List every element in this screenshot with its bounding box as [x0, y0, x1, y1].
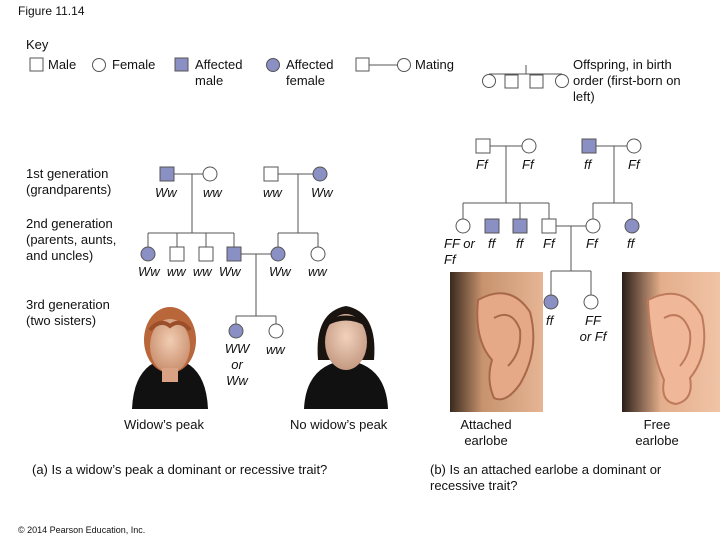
a-gen3-female-1 [229, 324, 243, 338]
a-gen2-male-1 [170, 247, 184, 261]
a-gen1-genotype-3: ww [263, 185, 282, 200]
a-gen1-male-2 [264, 167, 278, 181]
b-gen3-female-2 [584, 295, 598, 309]
no-widows-peak-photo [288, 304, 404, 409]
a-gen3-genotype-1: WW or Ww [224, 341, 250, 388]
key-offspring-1 [483, 75, 496, 88]
a-gen2-male-2 [199, 247, 213, 261]
b-gen2-genotype-5: Ff [586, 236, 598, 251]
key-mating-female [398, 59, 411, 72]
b-gen1-genotype-2: Ff [522, 157, 534, 172]
free-earlobe-photo [622, 272, 720, 412]
attached-earlobe-caption: Attached earlobe [460, 417, 512, 448]
a-gen3-genotype-2: ww [266, 342, 285, 357]
b-gen3-genotype-1: ff [546, 313, 554, 328]
a-gen2-female-2 [271, 247, 285, 261]
a-gen1-female-1 [203, 167, 217, 181]
a-gen3-female-2 [269, 324, 283, 338]
b-gen1-female-2 [627, 139, 641, 153]
b-gen2-male-3 [542, 219, 556, 233]
b-gen2-male-1 [485, 219, 499, 233]
b-gen3-genotype-2: FF or Ff [579, 313, 607, 344]
key-female-symbol [93, 59, 106, 72]
key-title: Key [26, 37, 49, 52]
attached-earlobe-photo [450, 272, 543, 412]
a-gen2-female-1 [141, 247, 155, 261]
b-gen2-genotype-1: FF or Ff [444, 236, 475, 267]
a-gen1-male-1 [160, 167, 174, 181]
panel-a-question: (a) Is a widow’s peak a dominant or recessive trait? [32, 462, 328, 477]
free-earlobe-caption: Free earlobe [635, 417, 679, 448]
figure-label: Figure 11.14 [18, 4, 85, 18]
b-gen2-male-2 [513, 219, 527, 233]
a-gen2-male-3 [227, 247, 241, 261]
key-male-label: Male [48, 57, 77, 72]
b-gen2-genotype-2: ff [488, 236, 496, 251]
key-male-symbol [30, 58, 43, 71]
b-gen2-female-2 [586, 219, 600, 233]
gen1-label: 1st generation (grandparents) [26, 166, 112, 197]
b-gen1-genotype-4: Ff [628, 157, 640, 172]
a-gen1-genotype-4: Ww [311, 185, 333, 200]
b-gen1-male-1 [476, 139, 490, 153]
a-gen2-genotypes-left: Ww ww ww Ww [138, 264, 241, 279]
key-offspring-3 [530, 75, 543, 88]
a-gen1-female-2 [313, 167, 327, 181]
panel-b-question: (b) Is an attached earlobe a dominant or recessive trait? [430, 462, 662, 493]
b-gen3-female-1 [544, 295, 558, 309]
a-gen2-genotype-right-1: Ww [269, 264, 291, 279]
b-gen2-genotype-3: ff [516, 236, 524, 251]
gen2-label: 2nd generation (parents, aunts, and uncles) [26, 216, 117, 263]
key-affected-male-symbol [175, 58, 188, 71]
a-gen2-female-3 [311, 247, 325, 261]
b-gen1-male-2 [582, 139, 596, 153]
key-affected-male-label: Affected male [195, 57, 243, 88]
no-widows-peak-caption: No widow’s peak [290, 417, 388, 432]
b-gen1-female-1 [522, 139, 536, 153]
key-offspring-label: Offspring, in birth order (first-born on left) [573, 57, 681, 104]
b-gen2-genotype-4: Ff [543, 236, 555, 251]
gen3-label: 3rd generation (two sisters) [26, 297, 110, 328]
widows-peak-photo [120, 304, 220, 409]
b-gen2-genotype-6: ff [627, 236, 635, 251]
key-mating-male [356, 58, 369, 71]
copyright: © 2014 Pearson Education, Inc. [18, 525, 146, 535]
b-gen2-female-1 [456, 219, 470, 233]
b-gen2-female-3 [625, 219, 639, 233]
key-offspring-4 [556, 75, 569, 88]
widows-peak-caption: Widow’s peak [124, 417, 204, 432]
key-female-label: Female [112, 57, 156, 72]
a-gen1-genotype-1: Ww [155, 185, 177, 200]
key-offspring-2 [505, 75, 518, 88]
a-gen2-genotype-right-2: ww [308, 264, 327, 279]
b-gen1-genotype-1: Ff [476, 157, 488, 172]
key-affected-female-symbol [267, 59, 280, 72]
b-gen1-genotype-3: ff [584, 157, 592, 172]
key-mating-label: Mating [415, 57, 455, 72]
a-gen1-genotype-2: ww [203, 185, 222, 200]
key-affected-female-label: Affected female [286, 57, 334, 88]
